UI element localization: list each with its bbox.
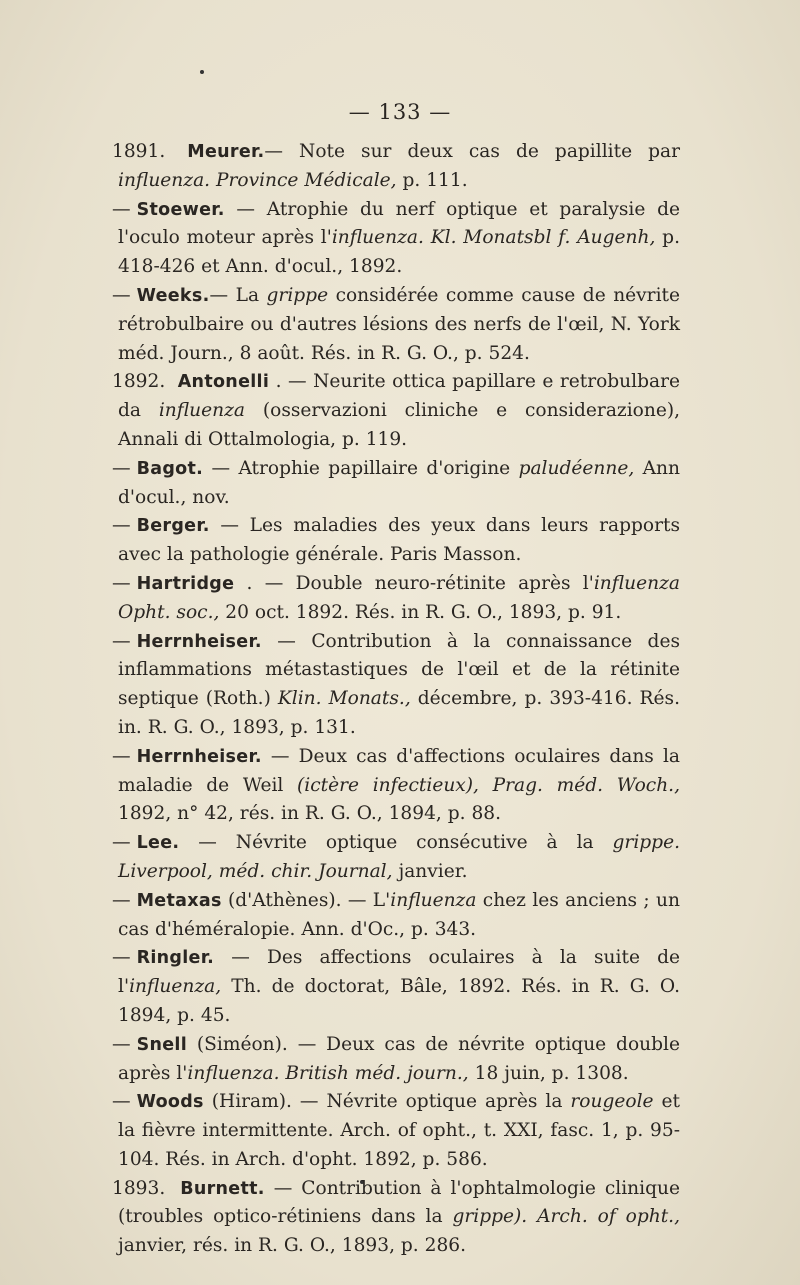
entry-italic: influenza. British méd. journ., <box>187 1062 469 1084</box>
entry-tail: p. 111. <box>396 169 468 191</box>
entry-text: — Note sur deux cas de papillite par <box>264 141 680 162</box>
entry-tail: et la fièvre intermittente. Arch. of opht., t. XXI, fasc. 1, p. 95-104. Rés. in Arch. d'opht. 1892, p. 586. <box>118 1091 680 1170</box>
entry-italic: influenza <box>390 889 477 911</box>
bibliography-entry <box>112 570 680 628</box>
entry-author: Stoewer. <box>136 199 225 220</box>
bibliography-entry <box>112 1175 680 1261</box>
entry-italic: paludéenne, <box>518 457 635 479</box>
entry-tail: considérée comme cause de névrite rétrobulbaire ou d'autres lésions des nerfs de l'œil, N. York méd. Journ., 8 août. Rés. in R. G. O., p. 524. <box>118 284 680 364</box>
entry-text: — Contribution à l'ophtalmologie clinique (troubles optico-rétiniens dans la <box>118 1177 680 1228</box>
entry-text: — La <box>209 284 267 306</box>
bibliography-entry <box>112 1031 680 1089</box>
entry-text: . — Double neuro-rétinite après l' <box>234 572 594 594</box>
entry-italic: influenza. Province Médicale, <box>118 169 397 191</box>
entry-text: — Deux cas d'affections oculaires dans la maladie de Weil <box>118 745 680 796</box>
entry-italic: rougeole <box>570 1091 654 1113</box>
entry-text: — Les maladies des yeux dans leurs rapports avec la pathologie générale. Paris Masson. <box>118 515 680 566</box>
entry-tail: décembre, p. 393-416. Rés. in. R. G. O., 1893, p. 131. <box>118 688 680 738</box>
entry-author: Herrnheiser. <box>136 631 262 652</box>
entry-tail: Ann d'ocul., nov. <box>118 457 680 508</box>
bibliography-entry <box>112 628 680 743</box>
entry-author: Burnett. <box>180 1178 265 1199</box>
bibliography-entry <box>112 368 680 454</box>
entry-tail: 18 juin, p. 1308. <box>468 1062 629 1084</box>
entry-dash: — <box>112 457 131 479</box>
bibliography-entry <box>112 743 680 829</box>
entry-year: 1892. <box>112 371 166 393</box>
entry-dash: — <box>112 515 131 537</box>
entry-author: Lee. <box>136 833 180 854</box>
entry-tail: p. 418-426 et Ann. d'ocul., 1892. <box>118 227 680 278</box>
entry-text: — Névrite optique consécutive à la <box>179 832 613 854</box>
entry-italic: influenza <box>158 400 246 422</box>
entry-italic: grippe. Liverpool, méd. chir. Journal, <box>118 832 680 882</box>
entry-author: Ringler. <box>136 948 215 969</box>
entry-author: Bagot. <box>136 458 204 479</box>
entry-dash: — <box>112 284 131 306</box>
entry-text: (Hiram). — Névrite optique après la <box>203 1091 571 1113</box>
entry-year: 1893. <box>112 1177 166 1199</box>
entry-author: Woods <box>136 1092 204 1113</box>
page-number: — 133 — <box>348 100 452 124</box>
entry-author: Hartridge <box>136 573 235 594</box>
entry-text: (Siméon). — Deux cas de névrite optique double après l' <box>118 1033 680 1084</box>
entry-tail: Th. de doctorat, Bâle, 1892. Rés. in R. G. O. 1894, p. 45. <box>118 976 680 1026</box>
bibliography-entry <box>112 282 680 368</box>
entry-text: — Des affections oculaires à la suite de l' <box>118 947 680 998</box>
bibliography-entry <box>112 829 680 887</box>
bibliography-entry <box>112 512 680 570</box>
entry-italic: influenza, <box>129 976 222 998</box>
entry-italic: influenza. Kl. Monatsbl f. Augenh, <box>331 227 656 249</box>
entry-dash: — <box>112 889 131 911</box>
entry-tail: 20 oct. 1892. Rés. in R. G. O., 1893, p. 91. <box>219 601 622 623</box>
entry-tail: 1892, n° 42, rés. in R. G. O., 1894, p. 88. <box>118 803 502 825</box>
entry-italic: influenza Opht. soc., <box>118 572 680 623</box>
entry-dash: — <box>112 1091 131 1113</box>
entry-author: Berger. <box>136 516 210 537</box>
entry-author: Snell <box>136 1034 188 1055</box>
entry-dash: — <box>112 198 131 220</box>
bibliography-entry <box>112 1088 680 1174</box>
entry-author: Meurer. <box>187 142 265 162</box>
entry-tail: chez les anciens ; un cas d'héméralopie. Ann. d'Oc., p. 343. <box>118 889 680 940</box>
entry-dash: — <box>112 832 131 854</box>
entry-text: (d'Athènes). — L' <box>221 889 391 911</box>
entry-text: — Contribution à la connaissance des inflammations métastastiques de l'œil et de la rétinite septique (Roth.) <box>118 630 680 710</box>
bibliography-entry <box>112 944 680 1030</box>
bibliography-entry <box>112 196 680 282</box>
entry-author: Herrnheiser. <box>136 746 262 767</box>
bibliography-entry <box>112 887 680 945</box>
entry-text: — Atrophie du nerf optique et paralysie de l'oculo moteur après l' <box>118 198 680 249</box>
entry-italic: Klin. Monats., <box>277 688 411 710</box>
entry-tail: janvier. <box>392 860 468 882</box>
entry-italic: grippe). Arch. of opht., <box>452 1206 680 1228</box>
entry-author: Metaxas <box>136 890 222 911</box>
ink-speck <box>200 70 204 74</box>
entry-text: — Atrophie papillaire d'origine <box>203 457 519 479</box>
entry-text: . — Neurite ottica papillare e retrobulbare da <box>118 371 680 422</box>
entry-italic: grippe <box>266 284 329 306</box>
bibliography-entry <box>112 455 680 513</box>
entry-tail: janvier, rés. in R. G. O., 1893, p. 286. <box>118 1235 467 1257</box>
entry-dash: — <box>112 947 131 969</box>
entry-dash: — <box>112 745 131 767</box>
entry-year: 1891. <box>112 141 166 162</box>
entry-dash: — <box>112 1033 131 1055</box>
entry-italic: (ictère infectieux), Prag. méd. Woch., <box>297 774 680 796</box>
entry-author: Weeks. <box>136 285 210 306</box>
entry-author: Antonelli <box>177 372 270 393</box>
entry-dash: — <box>112 572 131 594</box>
entry-dash: — <box>112 630 131 652</box>
bibliography-entry <box>112 138 680 196</box>
entry-tail: (osservazioni cliniche e considerazione), Annali di Ottalmologia, p. 119. <box>118 400 680 450</box>
bibliography-list <box>112 138 680 1261</box>
